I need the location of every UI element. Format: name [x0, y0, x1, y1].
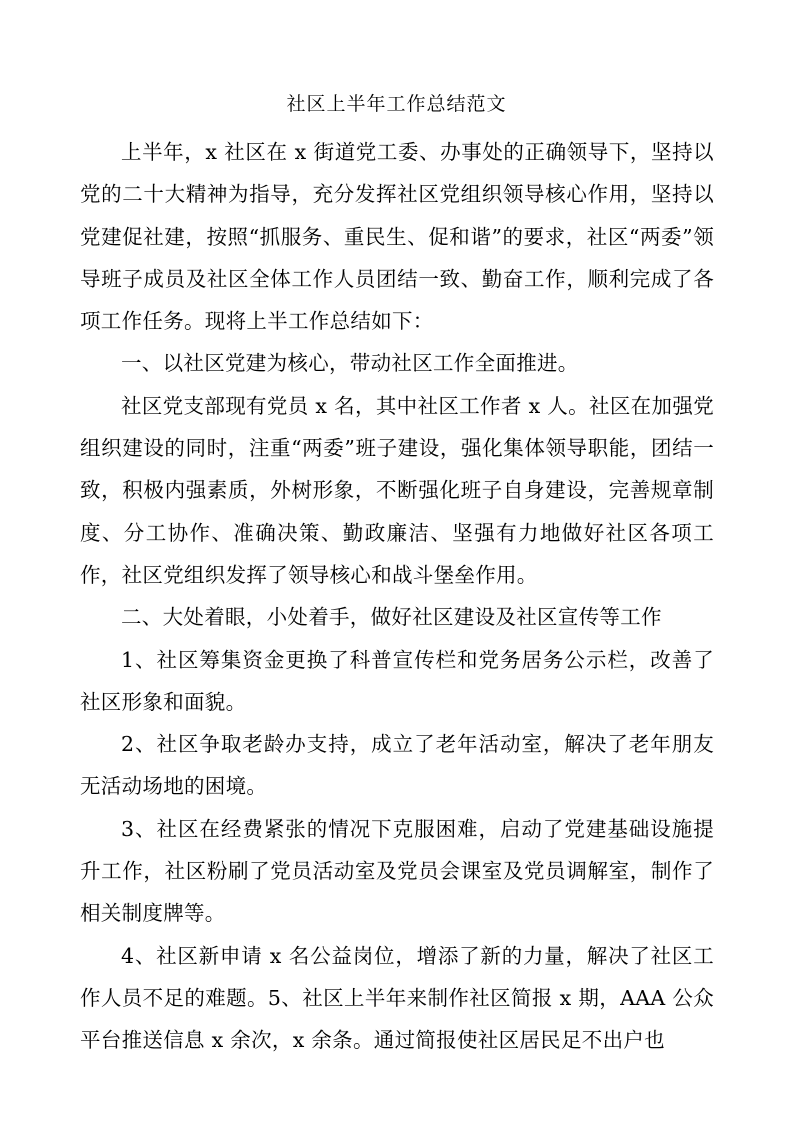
section-heading-1: 一、以社区党建为核心，带动社区工作全面推进。 — [121, 351, 579, 376]
list-item-1: 1、社区筹集资金更换了科普宣传栏和党务居务公示栏，改善了社区形象和面貌。 — [80, 647, 714, 714]
document-body — [80, 131, 714, 1062]
list-item-2: 2、社区争取老龄办支持，成立了老年活动室，解决了老年朋友无活动场地的困境。 — [80, 732, 714, 799]
list-item-4-5: 4、社区新申请 x 名公益岗位，增添了新的力量，解决了社区工作人员不足的难题。5、社区上半年来制作社区简报 x 期，AAA 公众平台推送信息 x 余次，x 余条。通过简报使社区居民足不出户也 — [80, 943, 714, 1053]
list-item-3: 3、社区在经费紧张的情况下克服困难，启动了党建基础设施提升工作，社区粉刷了党员活动室及党员会课室及党员调解室，制作了相关制度牌等。 — [80, 816, 714, 926]
paragraph-intro: 上半年，x 社区在 x 街道党工委、办事处的正确领导下，坚持以党的二十大精神为指导，充分发挥社区党组织领导核心作用，坚持以党建促社建，按照“抓服务、重民生、促和谐”的要求，社区“两委”领导班子成员及社区全体工作人员团结一致、勤奋工作，顺利完成了各项工作任务。现将上半工作总结如下： — [80, 140, 714, 334]
paragraph-party-branch: 社区党支部现有党员 x 名，其中社区工作者 x 人。社区在加强党组织建设的同时，注重“两委”班子建设，强化集体领导职能，团结一致，积极内强素质，外树形象，不断强化班子自身建设，完善规章制度、分工协作、准确决策、勤政廉洁、坚强有力地做好社区各项工作，社区党组织发挥了领导核心和战斗堡垒作用。 — [80, 393, 714, 587]
section-heading-2: 二、大处着眼，小处着手，做好社区建设及社区宣传等工作 — [121, 605, 662, 630]
document-title: 社区上半年工作总结范文 — [286, 93, 507, 115]
